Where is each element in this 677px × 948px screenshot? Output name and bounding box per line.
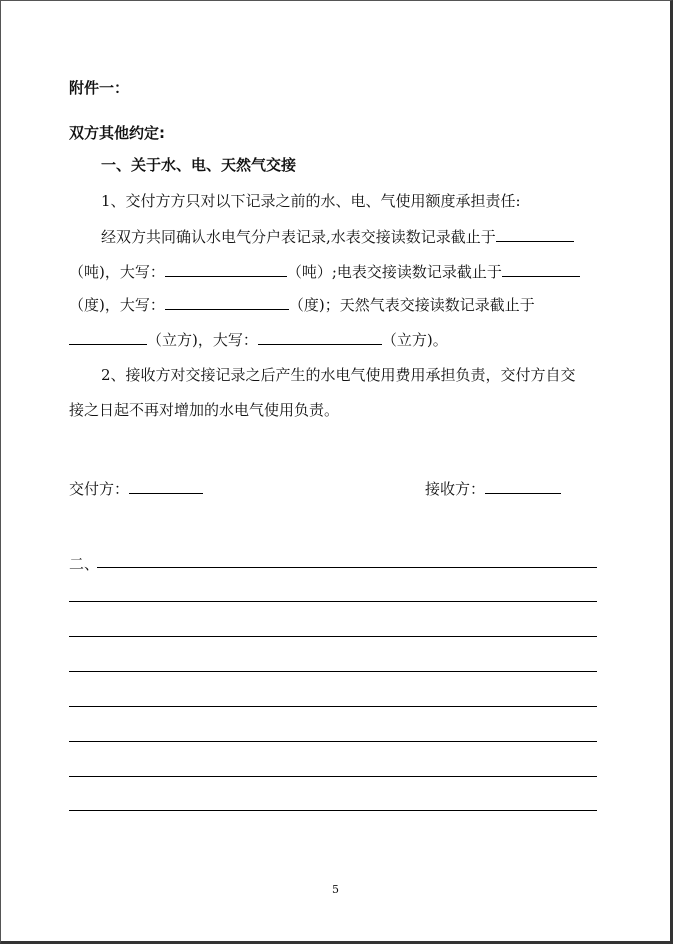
attachment-title: 附件一：: [69, 79, 130, 97]
section2-rule[interactable]: [69, 741, 597, 742]
receiving-party-blank[interactable]: [485, 478, 561, 494]
section2-label: 二、: [69, 555, 100, 573]
water-reading-blank[interactable]: [496, 226, 574, 242]
gas-reading-blank[interactable]: [69, 329, 147, 345]
other-agreements-title: 双方其他约定:: [69, 124, 165, 142]
receiving-party-signature: [425, 478, 561, 499]
electric-reading-line: [69, 261, 580, 282]
gas-uppercase-blank[interactable]: [258, 329, 382, 345]
section1-item2-line2: 接之日起不再对增加的水电气使用负责。: [69, 401, 340, 419]
section2-rule[interactable]: [69, 671, 597, 672]
receiving-party-label: 接收方：: [425, 480, 486, 498]
section2-rule[interactable]: [69, 706, 597, 707]
section2-rule[interactable]: [69, 601, 597, 602]
section1-heading: 一、关于水、电、天然气交接: [101, 156, 297, 174]
electric-uppercase-blank[interactable]: [165, 294, 289, 310]
gas-reading-label: （度)；天然气表交接读数记录截止于: [288, 296, 535, 314]
gas-amount-line: [69, 329, 448, 350]
water-unit-label: （吨)，大写：: [69, 263, 165, 281]
water-reading-label: 经双方共同确认水电气分户表记录,水表交接读数记录截止于: [101, 228, 496, 246]
electric-reading-blank[interactable]: [502, 261, 580, 277]
section2-rule[interactable]: [97, 567, 597, 568]
section2-rule[interactable]: [69, 636, 597, 637]
gas-unit-label: （立方)，大写：: [147, 331, 258, 349]
section2-rule[interactable]: [69, 776, 597, 777]
delivering-party-blank[interactable]: [129, 478, 203, 494]
delivering-party-signature: [69, 478, 203, 499]
electric-unit-label: （度)，大写：: [69, 296, 165, 314]
electric-reading-label: （吨）;电表交接读数记录截止于: [286, 263, 502, 281]
section1-item2-line1: 2、接收方对交接记录之后产生的水电气使用费用承担负责，交付方自交: [101, 366, 576, 384]
page-number: 5: [332, 883, 339, 896]
section1-item1: 1、交付方方只对以下记录之前的水、电、气使用额度承担责任:: [101, 192, 521, 210]
gas-reading-line: [69, 294, 535, 315]
water-reading-line: [101, 226, 574, 247]
water-uppercase-blank[interactable]: [165, 261, 287, 277]
delivering-party-label: 交付方：: [69, 480, 130, 498]
gas-unit-end-label: （立方)。: [381, 331, 448, 349]
section2-rule[interactable]: [69, 810, 597, 811]
